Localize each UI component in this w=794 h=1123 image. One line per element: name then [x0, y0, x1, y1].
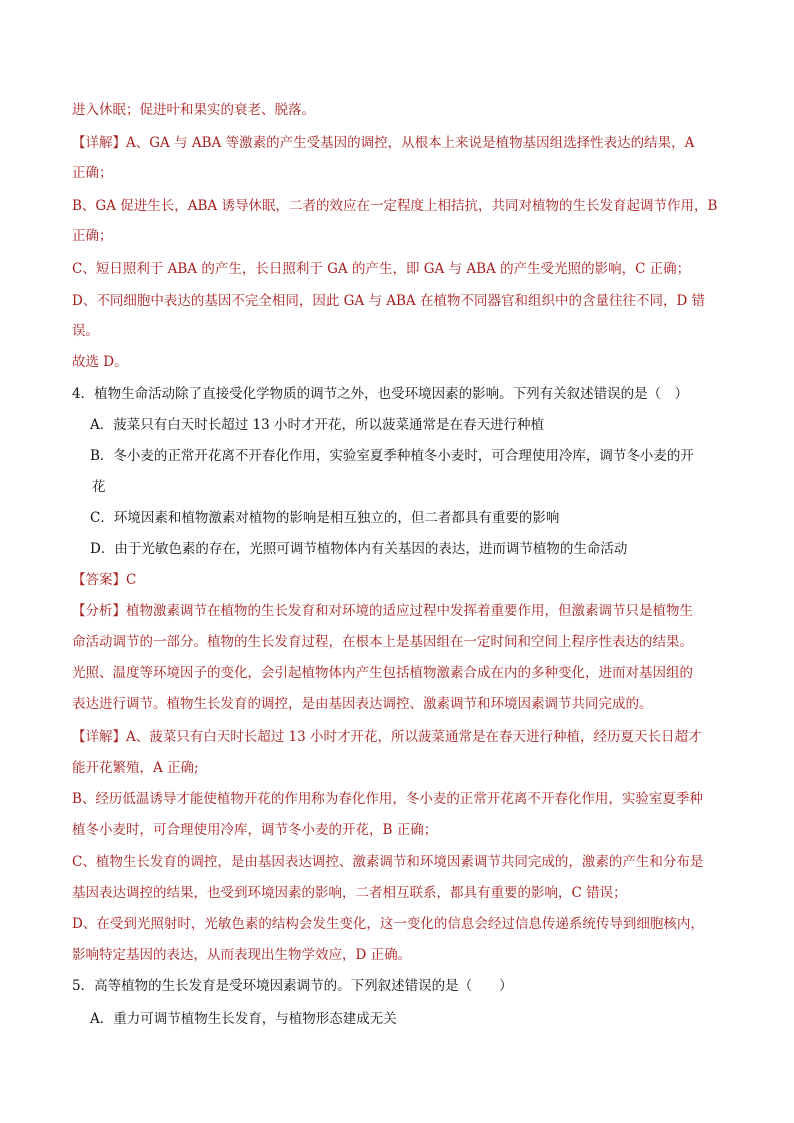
option-c: C．环境因素和植物激素对植物的影响是相互独立的，但二者都具有重要的影响 — [90, 510, 560, 526]
text-line: 误。 — [72, 323, 99, 339]
text-line: C、植物生长发育的调控，是由基因表达调控、激素调节和环境因素调节共同完成的，激素的产生和分布是 — [72, 854, 704, 870]
text-line: 正确； — [72, 228, 113, 244]
text-line: C、短日照利于 ABA 的产生，长日照利于 GA 的产生，即 GA 与 ABA 的产生受光照的影响，C 正确； — [72, 261, 691, 277]
text-line: 基因表达调控的结果，也受到环境因素的影响，二者相互联系，都具有重要的影响，C 错误； — [72, 885, 627, 901]
text-line: 正确； — [72, 165, 113, 181]
text-line: 进入休眠；促进叶和果实的衰老、脱落。 — [72, 102, 315, 118]
text-line: 【详解】A、菠菜只有白天时长超过 13 小时才开花，所以菠菜通常是在春天进行种植，经历夏天长日超才 — [72, 729, 702, 745]
text-line: 表达进行调节。植物生长发育的调控，是由基因表达调控、激素调节和环境因素调节共同完成的。 — [72, 696, 653, 712]
question-stem: 4．植物生命活动除了直接受化学物质的调节之外，也受环境因素的影响。下列有关叙述错误的是（ ） — [72, 386, 689, 402]
text-line: D、不同细胞中表达的基因不完全相同，因此 GA 与 ABA 在植物不同器官和组织中的含量往往不同，D 错 — [72, 293, 706, 309]
text-line: 光照、温度等环境因子的变化，会引起植物体内产生包括植物激素合成在内的多种变化，进而对基因组的 — [72, 665, 693, 681]
text-line: 影响特定基因的表达，从而表现出生物学效应，D 正确。 — [72, 947, 412, 963]
option-a: A．重力可调节植物生长发育，与植物形态建成无关 — [90, 1011, 397, 1027]
option-d: D．由于光敏色素的存在，光照可调节植物体内有关基因的表达，进而调节植物的生命活动 — [90, 541, 628, 557]
text-line: 故选 D。 — [72, 354, 128, 370]
text-line: 【分析】植物激素调节在植物的生长发育和对环境的适应过程中发挥着重要作用，但激素调节只是植物生 — [72, 603, 693, 619]
option-b-cont: 花 — [92, 479, 106, 495]
answer-line: 【答案】C — [72, 572, 137, 588]
question-stem: 5．高等植物的生长发育是受环境因素调节的。下列叙述错误的是（ ） — [72, 978, 513, 994]
text-line: 命活动调节的一部分。植物的生长发育过程，在根本上是基因组在一定时间和空间上程序性表达的结果。 — [72, 634, 693, 650]
text-line: B、经历低温诱导才能使植物开花的作用称为春化作用，冬小麦的正常开花离不开春化作用，实验室夏季种 — [72, 791, 703, 807]
text-line: 【详解】A、GA 与 ABA 等激素的产生受基因的调控，从根本上来说是植物基因组选择性表达的结果，A — [72, 135, 695, 151]
text-line: 植冬小麦时，可合理使用冷库，调节冬小麦的开花，B 正确； — [72, 822, 438, 838]
option-a: A．菠菜只有白天时长超过 13 小时才开花，所以菠菜通常是在春天进行种植 — [90, 417, 545, 433]
text-line: B、GA 促进生长，ABA 诱导休眠，二者的效应在一定程度上相拮抗，共同对植物的生长发育起调节作用，B — [72, 198, 718, 214]
text-line: 能开花繁殖，A 正确; — [72, 760, 199, 776]
text-line: D、在受到光照射时，光敏色素的结构会发生变化，这一变化的信息会经过信息传递系统传导到细胞核内， — [72, 916, 704, 932]
option-b: B．冬小麦的正常开花离不开春化作用，实验室夏季种植冬小麦时，可合理使用冷库，调节冬小麦的开 — [90, 448, 694, 464]
